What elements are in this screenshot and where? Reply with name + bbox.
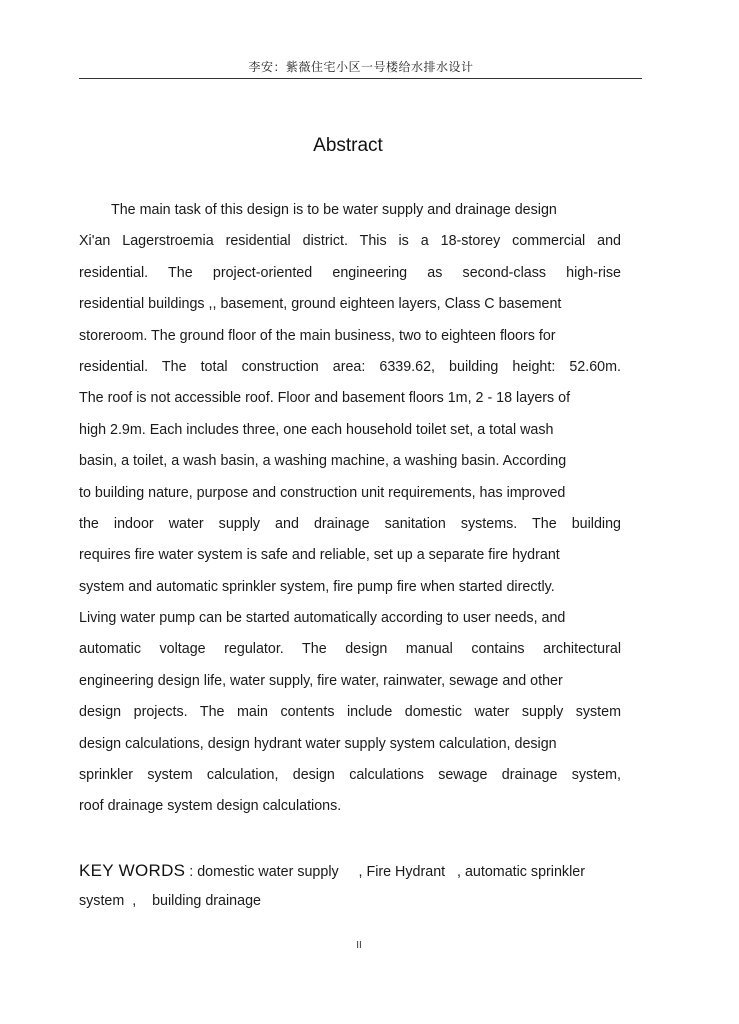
running-header: 李安：紫薇住宅小区一号楼给水排水设计 [248, 60, 474, 74]
body-line: design calculations, design hydrant water supply system calculation, design [79, 735, 557, 752]
body-line: automatic voltage regulator. The design manual contains architectural [79, 641, 621, 658]
body-line: requires fire water system is safe and reliable, set up a separate fire hydrant [79, 547, 560, 564]
body-line: roof drainage system design calculations. [79, 798, 342, 815]
body-line: The main task of this design is to be water supply and drainage design [111, 202, 557, 218]
body-line: high 2.9m. Each includes three, one each household toilet set, a total wash [79, 421, 554, 438]
body-line: engineering design life, water supply, fire water, rainwater, sewage and other [79, 672, 563, 689]
abstract-title: Abstract [313, 135, 383, 156]
body-line: storeroom. The ground floor of the main business, two to eighteen floors for [79, 327, 556, 344]
header-rule [79, 78, 642, 79]
keywords-line [79, 855, 621, 886]
body-line: The roof is not accessible roof. Floor and basement floors 1m, 2 - 18 layers of [79, 390, 571, 407]
keywords-text: : domestic water supply , Fire Hydrant , automatic sprinkler [185, 864, 585, 880]
body-line: to building nature, purpose and construction unit requirements, has improved [79, 484, 566, 501]
body-line: residential buildings ,, basement, ground eighteen layers, Class C basement [79, 296, 562, 313]
keywords-line: system , building drainage [79, 893, 261, 910]
body-line: residential. The total construction area: 6339.62, building height: 52.60m. [79, 358, 621, 375]
body-line: residential. The project-oriented engineering as second-class high-rise [79, 264, 621, 281]
body-line: the indoor water supply and drainage sanitation systems. The building [79, 515, 621, 532]
body-line: Living water pump can be started automatically according to user needs, and [79, 610, 566, 627]
body-line: system and automatic sprinkler system, fire pump fire when started directly. [79, 578, 555, 595]
body-line: basin, a toilet, a wash basin, a washing machine, a washing basin. According [79, 453, 567, 470]
keywords-block [79, 855, 621, 918]
body-line: sprinkler system calculation, design calculations sewage drainage system, [79, 767, 621, 784]
body-line: Xi'an Lagerstroemia residential district. This is a 18-storey commercial and [79, 233, 621, 250]
abstract-body [79, 195, 621, 823]
body-line: design projects. The main contents include domestic water supply system [79, 704, 621, 721]
page-number: II [356, 940, 362, 951]
keywords-label: KEY WORDS [79, 861, 186, 880]
